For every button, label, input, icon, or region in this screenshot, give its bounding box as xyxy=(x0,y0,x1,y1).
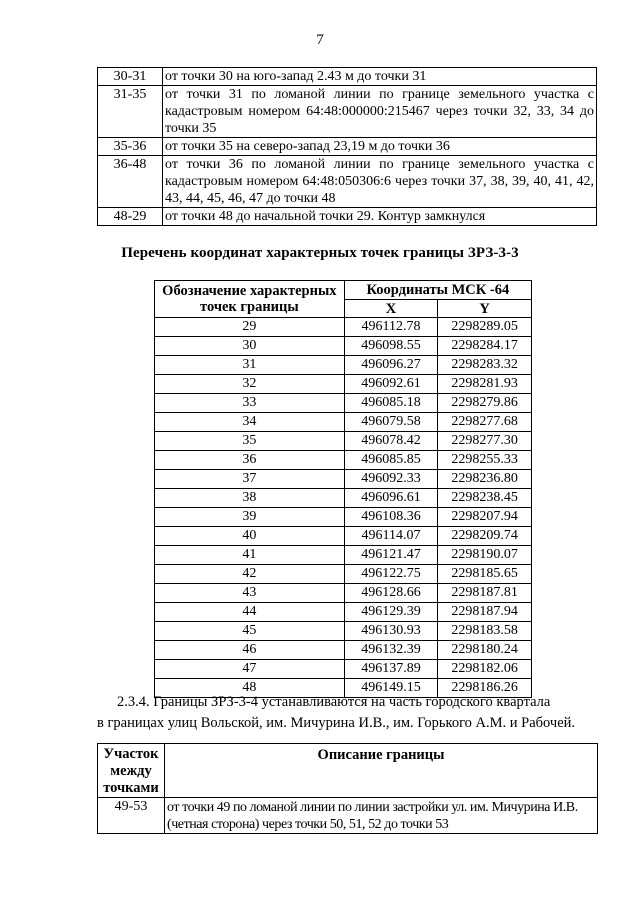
table-row xyxy=(155,451,532,470)
paragraph-line-2: в границах улиц Вольской, им. Мичурина И.В., им. Горького А.М. и Рабочей. xyxy=(97,715,576,731)
description-cell: от точки 48 до начальной точки 29. Контур замкнулся xyxy=(163,208,597,226)
y-cell: 2298187.94 xyxy=(438,603,532,622)
x-cell: 496085.85 xyxy=(344,451,438,470)
table-row xyxy=(155,413,532,432)
point-cell: 32 xyxy=(155,375,345,394)
point-cell: 36 xyxy=(155,451,345,470)
table-row xyxy=(155,565,532,584)
x-cell: 496108.36 xyxy=(344,508,438,527)
point-cell: 29 xyxy=(155,318,345,337)
table-row xyxy=(155,489,532,508)
segments-table xyxy=(97,67,597,226)
table-row xyxy=(155,508,532,527)
page-number: 7 xyxy=(316,32,324,48)
description-cell: от точки 35 на северо-запад 23,19 м до точки 36 xyxy=(163,138,597,156)
y-cell: 2298279.86 xyxy=(438,394,532,413)
section-paragraph xyxy=(97,692,597,734)
y-cell: 2298277.30 xyxy=(438,432,532,451)
table-row xyxy=(155,527,532,546)
x-cell: 496096.27 xyxy=(344,356,438,375)
header-y: Y xyxy=(438,300,532,318)
table-row xyxy=(155,584,532,603)
segment-cell: 31-35 xyxy=(98,86,163,138)
table-row xyxy=(155,394,532,413)
x-cell: 496128.66 xyxy=(344,584,438,603)
table-row xyxy=(98,798,598,834)
x-cell: 496096.61 xyxy=(344,489,438,508)
x-cell: 496078.42 xyxy=(344,432,438,451)
x-cell: 496079.58 xyxy=(344,413,438,432)
x-cell: 496098.55 xyxy=(344,337,438,356)
y-cell: 2298183.58 xyxy=(438,622,532,641)
y-cell: 2298277.68 xyxy=(438,413,532,432)
x-cell: 496085.18 xyxy=(344,394,438,413)
point-cell: 34 xyxy=(155,413,345,432)
header-description: Описание границы xyxy=(165,744,598,798)
table-row xyxy=(155,432,532,451)
point-cell: 45 xyxy=(155,622,345,641)
x-cell: 496122.75 xyxy=(344,565,438,584)
y-cell: 2298283.32 xyxy=(438,356,532,375)
point-cell: 38 xyxy=(155,489,345,508)
point-cell: 47 xyxy=(155,660,345,679)
segment-cell: 30-31 xyxy=(98,68,163,86)
y-cell: 2298182.06 xyxy=(438,660,532,679)
point-cell: 30 xyxy=(155,337,345,356)
coordinates-table xyxy=(154,280,532,698)
header-point-designation: Обозначение характерных точек границы xyxy=(155,281,345,318)
table-row xyxy=(98,68,597,86)
y-cell: 2298236.80 xyxy=(438,470,532,489)
header-coordinates: Координаты МСК -64 xyxy=(344,281,531,300)
y-cell: 2298185.65 xyxy=(438,565,532,584)
x-cell: 496112.78 xyxy=(344,318,438,337)
description-cell: от точки 31 по ломаной линии по границе земельного участка с кадастровым номером 64:48:000000:215467 через точки 32, 33, 34 до точки 35 xyxy=(163,86,597,138)
table-row xyxy=(155,546,532,565)
y-cell: 2298209.74 xyxy=(438,527,532,546)
y-cell: 2298238.45 xyxy=(438,489,532,508)
x-cell: 496129.39 xyxy=(344,603,438,622)
table-row xyxy=(155,470,532,489)
y-cell: 2298289.05 xyxy=(438,318,532,337)
table-row xyxy=(155,641,532,660)
table-row xyxy=(155,603,532,622)
table-row xyxy=(155,660,532,679)
point-cell: 39 xyxy=(155,508,345,527)
description-cell: от точки 36 по ломаной линии по границе земельного участка с кадастровым номером 64:48:050306:6 через точки 37, 38, 39, 40, 41, 42, 43, 44, 45, 46, 47 до точки 48 xyxy=(163,156,597,208)
coords-heading: Перечень координат характерных точек границы ЗРЗ-3-3 xyxy=(121,245,519,261)
x-cell: 496137.89 xyxy=(344,660,438,679)
point-cell: 37 xyxy=(155,470,345,489)
point-cell: 35 xyxy=(155,432,345,451)
segment-cell: 35-36 xyxy=(98,138,163,156)
table-row xyxy=(98,86,597,138)
table-row xyxy=(155,337,532,356)
table-row xyxy=(98,208,597,226)
point-cell: 40 xyxy=(155,527,345,546)
boundary-table xyxy=(97,743,598,834)
point-cell: 41 xyxy=(155,546,345,565)
x-cell: 496092.33 xyxy=(344,470,438,489)
paragraph-line-1: 2.3.4. Границы ЗРЗ-3-4 устанавливаются на часть городского квартала xyxy=(117,694,551,710)
segment-cell: 48-29 xyxy=(98,208,163,226)
x-cell: 496149.15 xyxy=(344,679,438,698)
point-cell: 44 xyxy=(155,603,345,622)
segment-cell: 36-48 xyxy=(98,156,163,208)
x-cell: 496130.93 xyxy=(344,622,438,641)
point-cell: 31 xyxy=(155,356,345,375)
x-cell: 496092.61 xyxy=(344,375,438,394)
table-row xyxy=(98,138,597,156)
x-cell: 496121.47 xyxy=(344,546,438,565)
description-cell: от точки 49 по ломаной линии по линии застройки ул. им. Мичурина И.В. (четная сторона) через точки 50, 51, 52 до точки 53 xyxy=(165,798,598,834)
x-cell: 496132.39 xyxy=(344,641,438,660)
description-cell: от точки 30 на юго-запад 2.43 м до точки 31 xyxy=(163,68,597,86)
y-cell: 2298180.24 xyxy=(438,641,532,660)
segment-cell: 49-53 xyxy=(98,798,165,834)
y-cell: 2298190.07 xyxy=(438,546,532,565)
y-cell: 2298281.93 xyxy=(438,375,532,394)
table-row xyxy=(155,622,532,641)
y-cell: 2298187.81 xyxy=(438,584,532,603)
point-cell: 46 xyxy=(155,641,345,660)
point-cell: 33 xyxy=(155,394,345,413)
y-cell: 2298186.26 xyxy=(438,679,532,698)
y-cell: 2298284.17 xyxy=(438,337,532,356)
header-x: X xyxy=(344,300,438,318)
table-row xyxy=(155,375,532,394)
table-row xyxy=(155,356,532,375)
x-cell: 496114.07 xyxy=(344,527,438,546)
y-cell: 2298207.94 xyxy=(438,508,532,527)
table-row xyxy=(155,318,532,337)
table-row xyxy=(98,156,597,208)
point-cell: 48 xyxy=(155,679,345,698)
header-segment: Участок между точками xyxy=(98,744,165,798)
point-cell: 43 xyxy=(155,584,345,603)
point-cell: 42 xyxy=(155,565,345,584)
y-cell: 2298255.33 xyxy=(438,451,532,470)
